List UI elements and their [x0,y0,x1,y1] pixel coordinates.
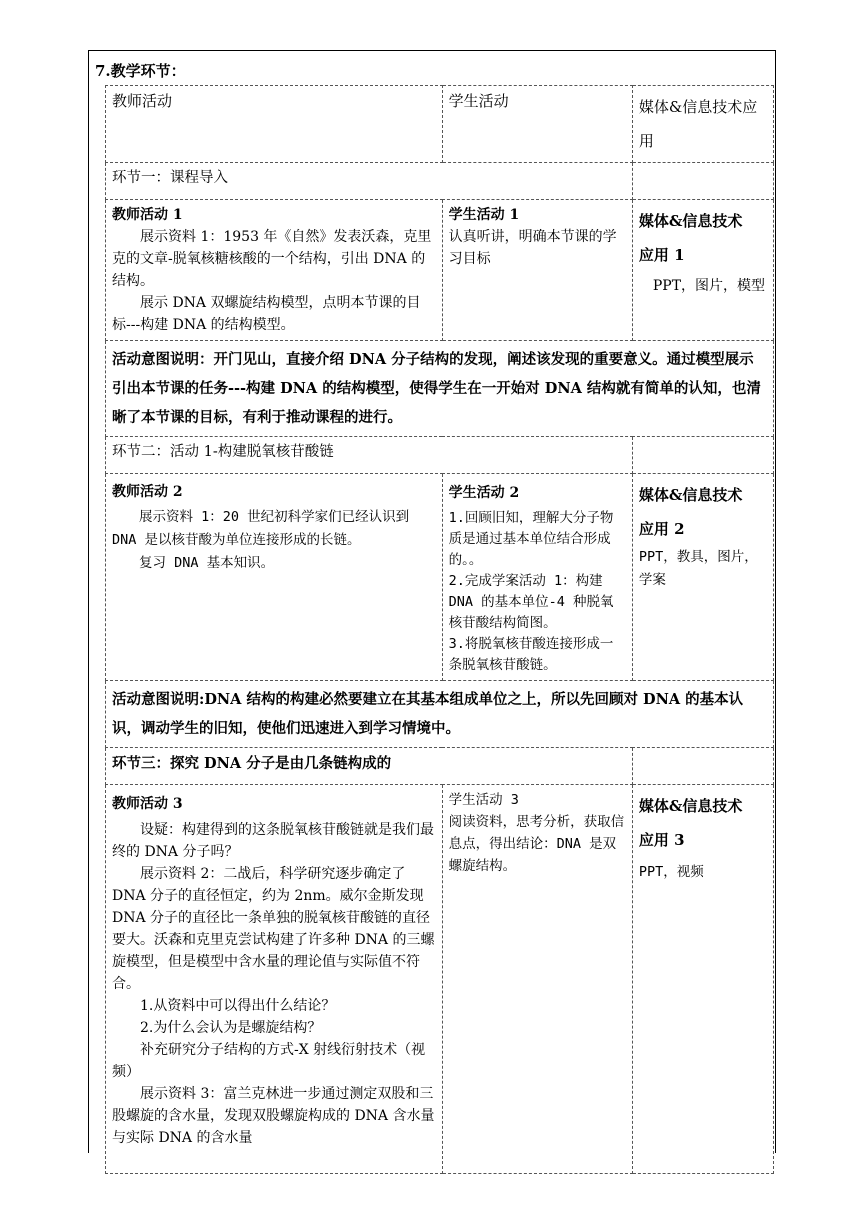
stage2-intent: 活动意图说明:DNA 结构的构建必然要建立在其基本组成单位之上，所以先回顾对 DNA 的基本认识，调动学生的旧知，使他们迅速进入到学习情境中。 [106,681,774,748]
section-title: 7.教学环节： [95,62,186,80]
stage1-student-title: 学生活动 1 [448,207,520,223]
stage1-teacher-p1: 展示资料 1：1953 年《自然》发表沃森，克里克的文章-脱氧核糖核酸的一个结构，引出 DNA 的结构。 [112,229,432,289]
document-page [88,50,776,1153]
stage2-empty [632,437,773,474]
stage2-intent-row [106,681,774,748]
stage2-student-item-2: 2.完成学案活动 1：构建 DNA 的基本单位-4 种脱氧核苷酸结构简图。 [448,573,614,631]
stage3-media-body: PPT，视频 [638,864,704,880]
stage2-label: 环节二：活动 1-构建脱氧核苷酸链 [106,437,633,474]
stage1-empty [632,163,773,200]
teaching-steps-table [105,85,774,1174]
stage2-student-title: 学生活动 2 [448,485,520,501]
stage1-media-cell [632,200,773,341]
stage2-content-row [106,474,774,681]
stage2-student-item-1: 1.回顾旧知，理解大分子物质是通过基本单位结合形成的。。 [448,510,614,568]
stage1-teacher-cell [106,200,443,341]
stage3-row [106,748,774,785]
stage3-content-row [106,785,774,1174]
header-media [632,86,773,163]
stage2-media-cell [632,474,773,681]
stage3-media-cell [632,785,773,1174]
stage2-teacher-title: 教师活动 2 [112,484,183,500]
stage2-media-title-1: 媒体&信息技术 [638,486,743,504]
stage1-media-title-2: 应用 1 [638,246,685,264]
stage3-student-body: 阅读资料，思考分析，获取信息点，得出结论：DNA 是双螺旋结构。 [448,814,625,874]
header-media-label: 媒体&信息技术应用 [638,98,758,150]
stage1-intent-row [106,341,774,437]
stage3-media-title-1: 媒体&信息技术 [638,797,743,815]
stage3-teacher-p4: 2.为什么会认为是螺旋结构？ [140,1020,322,1036]
stage3-teacher-p1: 设疑：构建得到的这条脱氧核苷酸链就是我们最终的 DNA 分子吗？ [112,822,434,860]
stage1-teacher-p2: 展示 DNA 双螺旋结构模型，点明本节课的目标---构建 DNA 的结构模型。 [112,295,421,333]
stage1-row [106,163,774,200]
stage3-student-cell [442,785,632,1174]
stage3-teacher-cell [106,785,443,1174]
stage1-media-title-1: 媒体&信息技术 [638,212,743,230]
stage1-teacher-title: 教师活动 1 [112,207,183,223]
stage2-teacher-p1: 展示资料 1：20 世纪初科学家们已经认识到 DNA 是以核苷酸为单位连接形成的长链。 [112,509,410,548]
stage3-teacher-p3: 1.从资料中可以得出什么结论？ [140,998,336,1014]
stage2-row [106,437,774,474]
header-row [106,86,774,163]
stage2-media-title-2: 应用 2 [638,520,685,538]
stage1-content-row [106,200,774,341]
stage1-label: 环节一：课程导入 [106,163,633,200]
header-teacher-label: 教师活动 [112,92,173,110]
stage3-media-title-2: 应用 3 [638,831,685,849]
header-student [442,86,632,163]
stage1-intent: 活动意图说明：开门见山，直接介绍 DNA 分子结构的发现，阐述该发现的重要意义。通过模型展示引出本节课的任务---构建 DNA 的结构模型，使得学生在一开始对 DNA 结构就有简单的认知，也清晰了本节课的目标，有利于推动课程的进行。 [106,341,774,437]
stage1-student-body: 认真听讲，明确本节课的学习目标 [448,229,617,267]
stage2-teacher-cell [106,474,443,681]
stage2-media-body: PPT，教具，图片，学案 [638,549,758,588]
stage1-media-body: PPT，图片，模型 [652,278,766,294]
stage3-teacher-p2: 展示资料 2：二战后，科学研究逐步确定了 DNA 分子的直径恒定，约为 2nm。威尔金斯发现 DNA 分子的直径比一条单独的脱氧核苷酸链的直径要大。沃森和克里克尝试构建了许多种 DNA 的三螺旋模型，但是模型中含水量的理论值与实际值不符合。 [112,866,435,992]
stage3-empty [632,748,773,785]
stage3-label: 环节三：探究 DNA 分子是由几条链构成的 [106,748,633,785]
stage3-teacher-title: 教师活动 3 [112,796,183,812]
stage3-teacher-p5: 补充研究分子结构的方式-X 射线衍射技术（视频） [112,1042,426,1080]
stage3-student-title: 学生活动 3 [448,792,519,808]
stage1-student-cell [442,200,632,341]
header-student-label: 学生活动 [448,92,509,110]
stage2-student-cell [442,474,632,681]
stage3-teacher-p6: 展示资料 3：富兰克林进一步通过测定双股和三股螺旋的含水量，发现双股螺旋构成的 DNA 含水量与实际 DNA 的含水量 [112,1086,435,1146]
stage2-student-item-3: 3.将脱氧核苷酸连接形成一条脱氧核苷酸链。 [448,636,614,673]
header-teacher [106,86,443,163]
stage2-teacher-p2: 复习 DNA 基本知识。 [139,555,275,571]
